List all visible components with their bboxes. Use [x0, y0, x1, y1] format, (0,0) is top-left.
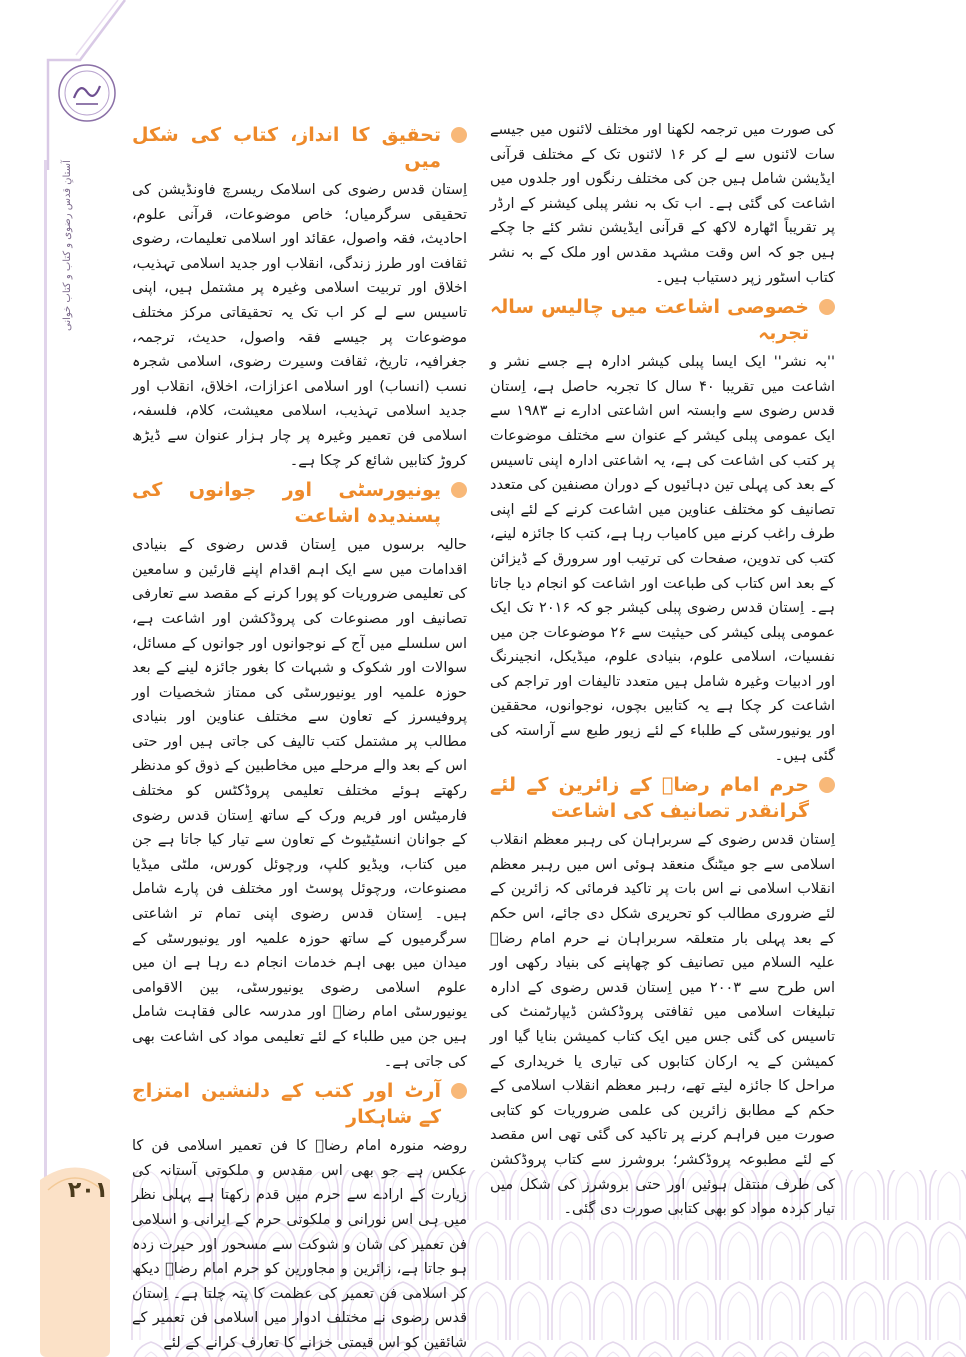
section-heading — [132, 122, 467, 174]
section-body: اِستان قدس رضوی کے سربراہان کی رہبر معظم انقلاب اسلامی سے جو میٹنگ منعقد ہوئی اس میں رہبر معظم انقلاب اسلامی نے اس بات پر تاکید فرمائی کہ زائرین کے لئے ضروری مطالب کو تحریری شکل دی جائے، اس حکم کے بعد پہلی بار متعلقہ سربراہان نے حرم امام رضاؑ علیہ السلام میں تصانیف کو چھاپنے کی بنیاد رکھی اور اس طرح سے ۲۰۰۳ میں اِستان قدس رضوی کے ادارہ تبلیغات اسلامی میں ثقافتی پروڈکشن ڈیپارٹمنٹ کی تاسیس کی گئی جس میں ایک کتاب کمیشن بنایا گیا اور کمیشن کے یہ ارکان کتابوں کی تیاری یا خریداری کے مراحل کا جائزہ لیتے تھے، رہبر معظم انقلاب اسلامی کے حکم کے مطابق زائرین کی علمی ضروریات کو کتابی صورت میں فراہم کرنے پر تاکید کی گئی تھی اس مقصد کے لئے مطبوعہ پروڈکشر؛ بروشرز سے کتاب پروڈکشن کی طرف منتقل ہوئیں اور حتی بروشرز کی شکل میں تیار کردہ مواد کو بھی کتابی صورت دی گئی۔ — [490, 832, 836, 1218]
section-heading — [132, 1078, 467, 1130]
intro-paragraph: کی صورت میں ترجمہ لکھنا اور مختلف لائنوں میں جیسے سات لائنوں سے لے کر ۱۶ لائنوں تک کے مختلف قرآنی ایڈیشن شامل ہیں جن کی مختلف رنگوں اور جلدوں میں اشاعت کی گئی ہے۔ اب تک بہ نشر پبلی کیشنر کے ارڈر پر تقریباً اٹھارہ لاکھ کے قرآنی ایڈیشن نشر کئے جا چکے ہیں جو کہ اس وقت مشہد مقدس اور ملک کے بہ نشر کتاب اسٹور زپر دستیاب ہیں۔ — [490, 122, 835, 286]
page-number-tab — [40, 1212, 110, 1357]
section-heading — [132, 477, 467, 529]
section-body: روضہ منورہ امام رضاؑ کا فن تعمیر اسلامی فن کا عکس ہے جو بھی اس مقدس و ملکوتی آستانہ کی زیارت کے ارادے سے حرم میں قدم رکھتا ہے پہلی نظر میں ہی اس نورانی و ملکوتی حرم کے ایرانی و اسلامی فن تعمیر کی شان و شوکت سے مسحور اور حیرت زدہ ہو جاتا ہے، زائرین و مجاورین کو حرم امام رضاؑ دیکھ کر اسلامی فن تعمیر کی عظمت کا پتہ چلتا ہے۔ اِستان قدس رضوی نے مختلف ادوار میں اسلامی فن تعمیر کے شائقین کو اس قیمتی خزانے کا تعارف کرانے کے لئے — [132, 1138, 467, 1351]
section-heading-text: خصوصی اشاعت میں چالیس سالہ تجربہ — [490, 296, 809, 345]
bullet-icon — [451, 127, 467, 143]
section-heading — [490, 772, 835, 824]
right-column — [490, 118, 835, 1226]
side-caption: آستانِ قدس رضوی و کتاب و کتاب خوانی — [62, 160, 73, 331]
section-heading — [490, 294, 835, 346]
page-number: ۲۰۱ — [67, 1178, 109, 1203]
section-body: حالیہ برسوں میں اِستان قدس رضوی کے بنیادی اقدامات میں سے ایک اہم اقدام اپنے قارئین و سامعین کی تعلیمی ضروریات کو پورا کرنے کے مقصد سے تعارفی تصانیف اور مصنوعات کی پروڈکشن اور اشاعت ہے، اس سلسلے میں آج کے نوجوانوں اور جوانوں کے مسائل، سوالات اور شکوک و شبہات کا بغور جائزہ لینے کے بعد حوزہ علمیہ اور یونیورسٹی کی ممتاز شخصیات اور پروفیسرز کے تعاون سے مختلف عناوین اور بنیادی مطالب پر مشتمل کتب تالیف کی جاتی ہیں اور حتی اس کے بعد والے مرحلے میں مخاطبین کے ذوق کو مدنظر رکھتے ہوئے مختلف تعلیمی پروڈکٹس کو مختلف فارمیٹس اور فریم ورک کے ساتھ اِستان قدس رضوی کے جوانان انسٹیٹیوٹ کے تعاون سے تیار کیا جاتا ہے جن میں کتاب، ویڈیو کلپ، ورچوئل کورس، ملٹی میڈیا مصنوعات، ورچوئل پوسٹ اور مختلف فن پارے شامل ہیں۔ اِستان قدس رضوی اپنی تمام تر اشاعتی سرگرمیوں کے ساتھ حوزہ علمیہ اور یونیورسٹی کے میدان میں بھی اہم خدمات انجام دے رہا ہے ان میں علوم اسلامی رضوی یونیورسٹی، بین الاقوامی یونیورسٹی امام رضاؑ اور مدرسہ عالی فقاہت شامل ہیں جن میں طلباء کے لئے تعلیمی مواد کی اشاعت بھی کی جاتی ہے۔ — [132, 537, 467, 1070]
section-heading-text: آرٹ اور کتب کے دلنشین امتزاج کے شاہکار — [132, 1080, 441, 1129]
section-heading-text: حرم امام رضاؑ کے زائرین کے لئے گرانقدر تصانیف کی اشاعت — [490, 774, 809, 823]
section-heading-text: یونیورسٹی اور جوانوں کی پسندیدہ اشاعت — [132, 479, 441, 528]
left-border-line — [44, 160, 47, 1200]
logo-seal — [56, 62, 118, 124]
section-body: اِستان قدس رضوی کی اسلامک ریسرچ فاونڈیشن کی تحقیقی سرگرمیاں؛ خاص موضوعات، قرآنی علوم، احادیث، فقہ واصول، عقائد اور اسلامی تعلیمات، رضوی ثقافت اور طرز زندگی، انقلاب اور جدید اسلامی تہذیب، اخلاق اور تربیت اسلامی وغیرہ پر مشتمل ہیں، اپنی تاسیس سے لے کر اب تک یہ تحقیقاتی مرکز مختلف موضوعات پر جیسے فقہ واصول، حدیث، ترجمہ، جغرافیہ، تاریخ، ثقافت وسیرت رضوی، اسلامی شجرہ نسب (انساب) اور اسلامی اعزازات، اخلاق، انقلاب اور جدید اسلامی تہذیب، اسلامی معیشت، کلام، فلسفہ، اسلامی فن تعمیر وغیرہ پر چار ہزار عنوان سے ڈیڑھ کروڑ کتابیں شائع کر چکا ہے۔ — [132, 182, 467, 469]
section-heading-text: تحقیق کا انداز، کتاب کی شکل میں — [132, 124, 441, 172]
bullet-icon — [451, 482, 467, 498]
section-body: ''بہ نشر'' ایک ایسا پبلی کیشر ادارہ ہے جسے نشر و اشاعت میں تقریبا ۴۰ سال کا تجربہ حاصل ہے، اِستان قدس رضوی سے وابستہ اس اشاعتی ادارے نے ۱۹۸۳ سے ایک عمومی پبلی کیشر کے عنوان سے مختلف موضوعات پر کتب کی اشاعت کی ہے، یہ اشاعتی ادارہ اپنی تاسیس کے بعد کی پہلی تین دہائیوں کے دوران مصنفین کی متعدد تصانیف کو مختلف عناوین میں اشاعت کرنے کے لئے اپنی طرف راغب کرنے میں کامیاب رہا ہے، کتب کا جائزہ لینے، کتب کی تدوین، صفحات کی ترتیب اور سرورق کے ڈیزائن کے بعد اس کتاب کی طباعت اور اشاعت کو انجام دیا جاتا ہے۔ اِستان قدس رضوی پبلی کیشر جو کہ ۲۰۱۶ تک ایک عمومی پبلی کیشر کی حیثیت سے ۲۶ موضوعات جن میں نفسیات، اسلامی علوم، بنیادی علوم، میڈیکل، انجینرنگ اور ادبیات وغیرہ شامل ہیں متعدد تالیفات اور تراجم کی اشاعت کر چکا ہے یہ کتابیں بچوں، نوجوانوں، محققین اور یونیورسٹی کے طلباء کے لئے زیور طبع سے آراستہ کی گئی ہیں۔ — [490, 354, 835, 764]
bullet-icon — [451, 1083, 467, 1099]
bullet-icon — [819, 777, 835, 793]
bullet-icon — [819, 299, 835, 315]
left-column — [132, 118, 467, 1357]
